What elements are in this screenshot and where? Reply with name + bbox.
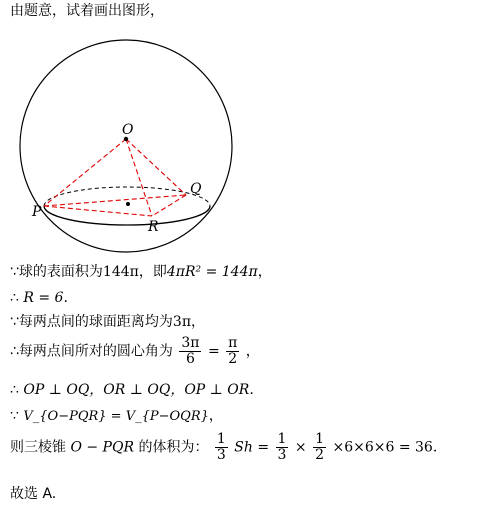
- fraction-1-3-b: $\frac{1}{3}$: [277, 431, 287, 463]
- step-4: ∴每两点间所对的圆心角为 $\frac{3\pi}{6}$ = $\frac{\pi}{2}$ ，: [10, 335, 260, 367]
- sphere-outline: [20, 40, 232, 252]
- edge-QR: [152, 195, 186, 216]
- label-O: O: [122, 122, 134, 138]
- edge-OP: [44, 139, 126, 206]
- point-center: [126, 202, 130, 206]
- step-6: ∵ V_{O−PQR} = V_{P−OQR}，: [10, 408, 223, 424]
- step-1: ∵球的表面积为144π，即4πR² = 144π，: [10, 264, 272, 280]
- fraction-pi-over-2: $\frac{\pi}{2}$: [228, 335, 238, 367]
- step-8: 故选 A.: [10, 486, 57, 502]
- step-2: ∴ R = 6.: [10, 290, 68, 306]
- edge-PQ: [44, 195, 186, 206]
- fraction-3pi-over-6: $\frac{3\pi}{6}$: [181, 335, 200, 367]
- fraction-1-3-a: $\frac{1}{3}$: [216, 431, 226, 463]
- step-5: ∴ OP ⊥ OQ，OR ⊥ OQ，OP ⊥ OR.: [10, 382, 254, 398]
- edge-PR: [44, 206, 152, 216]
- label-Q: Q: [190, 181, 202, 197]
- edge-OQ: [126, 139, 186, 195]
- label-P: P: [32, 204, 42, 220]
- step-3: ∵每两点间的球面距离均为3π，: [10, 314, 206, 330]
- fraction-1-2: $\frac{1}{2}$: [315, 431, 325, 463]
- label-R: R: [148, 219, 159, 235]
- intro-line: 由题意，试着画出图形，: [10, 3, 164, 19]
- step-7: 则三棱锥 O − PQR 的体积为： $\frac{1}{3}$ Sh = $\frac{1}{3}$ × $\frac{1}{2}$ ×6×6×6 = 36.: [10, 431, 438, 463]
